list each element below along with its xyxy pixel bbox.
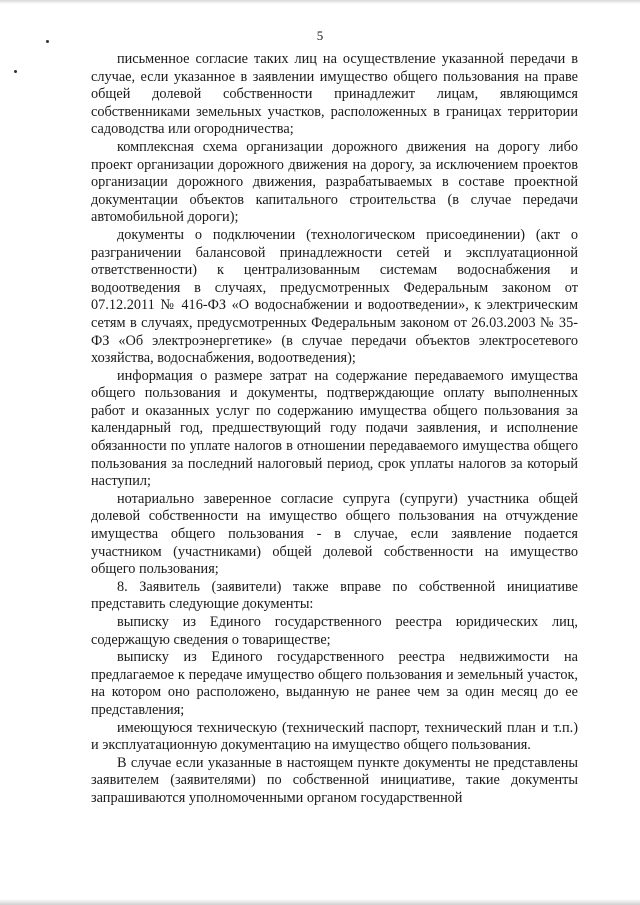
- paragraph-written-consent: письменное согласие таких лиц на осуществление указанной передачи в случае, если указанное в заявлении имущество общего пользования на праве общей долевой собственности принадлежит лицам, являющимся собственниками земельных участков, расположенных в границах территории садоводства или огородничества;: [91, 51, 578, 138]
- paragraph-documents-request: В случае если указанные в настоящем пункте документы не представлены заявителем (заявителями) по собственной инициативе, такие документы запрашиваются уполномоченными органом государственной: [91, 754, 578, 806]
- page-number: 5: [316, 28, 324, 43]
- paragraph-maintenance-costs: информация о размере затрат на содержание передаваемого имущества общего пользования и документы, подтверждающие оплату выполненных работ и оказанных услуг по содержанию имущества общего пользования за календарный год, предшествующий году подачи заявления, и исполнение обязанности по уплате налогов в отношении передаваемого имущества общего пользования за последний налоговый период, срок уплаты налогов за который наступил;: [91, 367, 578, 490]
- scan-edge-bottom: [0, 899, 640, 905]
- paragraph-real-estate-extract: выписку из Единого государственного реестра недвижимости на предлагаемое к передаче имущество общего пользования и земельный участок, на котором оно расположено, выданную не ранее чем за один месяц до ее представления;: [91, 649, 578, 718]
- paragraph-technical-documentation: имеющуюся техническую (технический паспорт, технический план и т.п.) и эксплуатационную документацию на имущество общего пользования.: [91, 719, 578, 754]
- paragraph-legal-entities-extract: выписку из Единого государственного реестра юридических лиц, содержащую сведения о товариществе;: [91, 614, 578, 648]
- margin-dot: [14, 70, 17, 73]
- paragraph-traffic-scheme: комплексная схема организации дорожного движения на дорогу либо проект организации дорожного движения на дорогу, за исключением проектов организации дорожного движения, разрабатываемых в составе проектной документации объектов капитального строительства (в случае передачи автомобильной дороги);: [91, 138, 578, 226]
- paragraph-connection-documents: документы о подключении (технологическом присоединении) (акт о разграничении балансовой принадлежности сетей и эксплуатационной ответственности) к централизованным системам водоснабжения и водоотведения в случаях, предусмотренных Федеральным законом от 07.12.2011 № 416-ФЗ «О водоснабжении и водоотведении», к электрическим сетям в случаях, предусмотренных Федеральным законом от 26.03.2003 № 35-ФЗ «Об электроэнергетике» (в случае передачи объектов электросетевого хозяйства, водоснабжения, водоотведения);: [91, 226, 578, 367]
- document-body: [91, 51, 578, 808]
- scan-edge-top: [0, 0, 640, 4]
- paragraph-item-8: 8. Заявитель (заявители) также вправе по собственной инициативе представить следующие документы:: [91, 578, 578, 613]
- paragraph-spouse-consent: нотариально заверенное согласие супруга (супруги) участника общей долевой собственности на имущество общего пользования на отчуждение имущества общего пользования - в случае, если заявление подается участником (участниками) общей долевой собственности на имущество общего пользования;: [91, 490, 578, 578]
